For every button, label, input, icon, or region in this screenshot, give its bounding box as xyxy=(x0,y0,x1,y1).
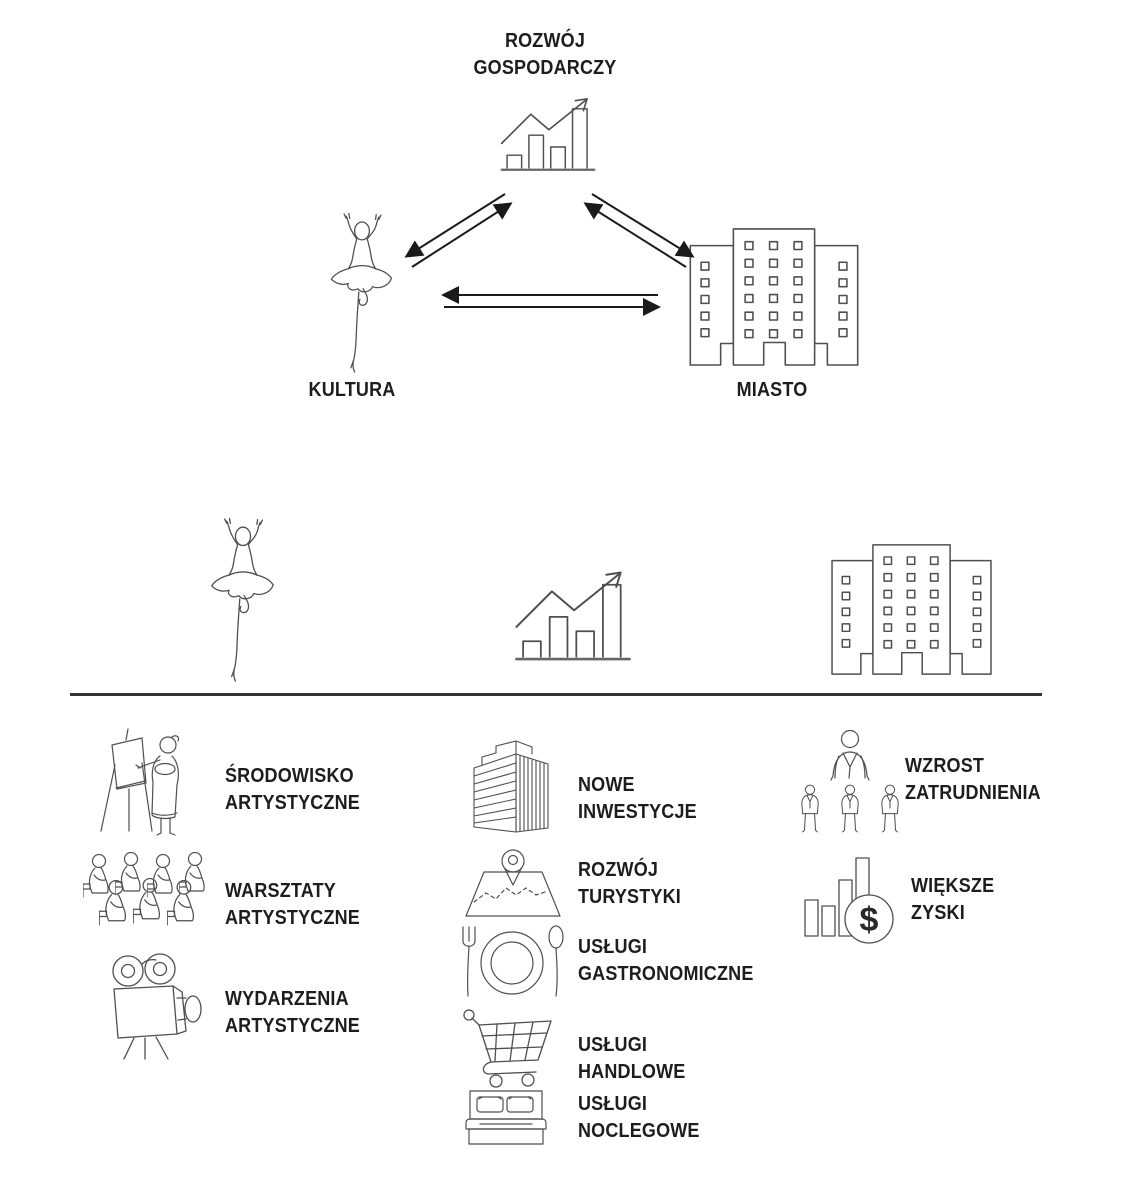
skyscraper-icon xyxy=(462,736,560,836)
culture-label: KULTURA xyxy=(308,379,396,401)
item-label: ROZWÓJ TURYSTYKI xyxy=(578,859,681,908)
item-label: ŚRODOWISKO ARTYSTYCZNE xyxy=(225,765,360,814)
item-label: WARSZTATY ARTYSTYCZNE xyxy=(225,880,360,929)
growth-chart-icon-small xyxy=(512,558,634,668)
workshop-group-icon xyxy=(75,852,225,944)
item-label: USŁUGI GASTRONOMICZNE xyxy=(578,936,754,985)
item-label: WZROST ZATRUDNIENIA xyxy=(905,755,1041,804)
ballerina-icon-small xyxy=(205,518,281,682)
list-item-wydarzenia xyxy=(98,948,418,1060)
painter-easel-icon xyxy=(92,725,207,837)
profit-icon xyxy=(803,850,899,945)
list-item-handel xyxy=(462,1008,782,1088)
economic-development-label: ROZWÓJ GOSPODARCZY xyxy=(473,30,617,79)
list-item-zyski xyxy=(803,850,1103,945)
relationship-arrows xyxy=(0,0,1140,430)
list-item-noclegi xyxy=(458,1088,778,1148)
list-item-warsztaty xyxy=(75,850,415,945)
bed-icon xyxy=(458,1089,554,1147)
item-label: WIĘKSZE ZYSKI xyxy=(911,875,995,924)
item-label: USŁUGI NOCLEGOWE xyxy=(578,1093,700,1142)
list-item-turystyka xyxy=(458,848,778,920)
map-pin-icon xyxy=(458,848,568,920)
list-item-srodowisko xyxy=(92,725,412,837)
employment-icon xyxy=(795,728,905,836)
item-label: NOWE INWESTYCJE xyxy=(578,774,697,823)
film-camera-icon xyxy=(98,948,208,1060)
city-buildings-icon-small xyxy=(830,543,993,675)
dining-icon xyxy=(452,922,572,1004)
shopping-cart-icon xyxy=(462,1008,560,1088)
city-label: MIASTO xyxy=(736,379,808,401)
list-item-gastronomia xyxy=(452,922,782,1004)
item-label: USŁUGI HANDLOWE xyxy=(578,1034,686,1083)
section-divider xyxy=(70,693,1042,696)
list-item-zatrudnienie xyxy=(795,728,1095,836)
list-item-inwestycje xyxy=(462,736,772,836)
item-label: WYDARZENIA ARTYSTYCZNE xyxy=(225,988,360,1037)
svg-text:$: $ xyxy=(859,901,879,939)
